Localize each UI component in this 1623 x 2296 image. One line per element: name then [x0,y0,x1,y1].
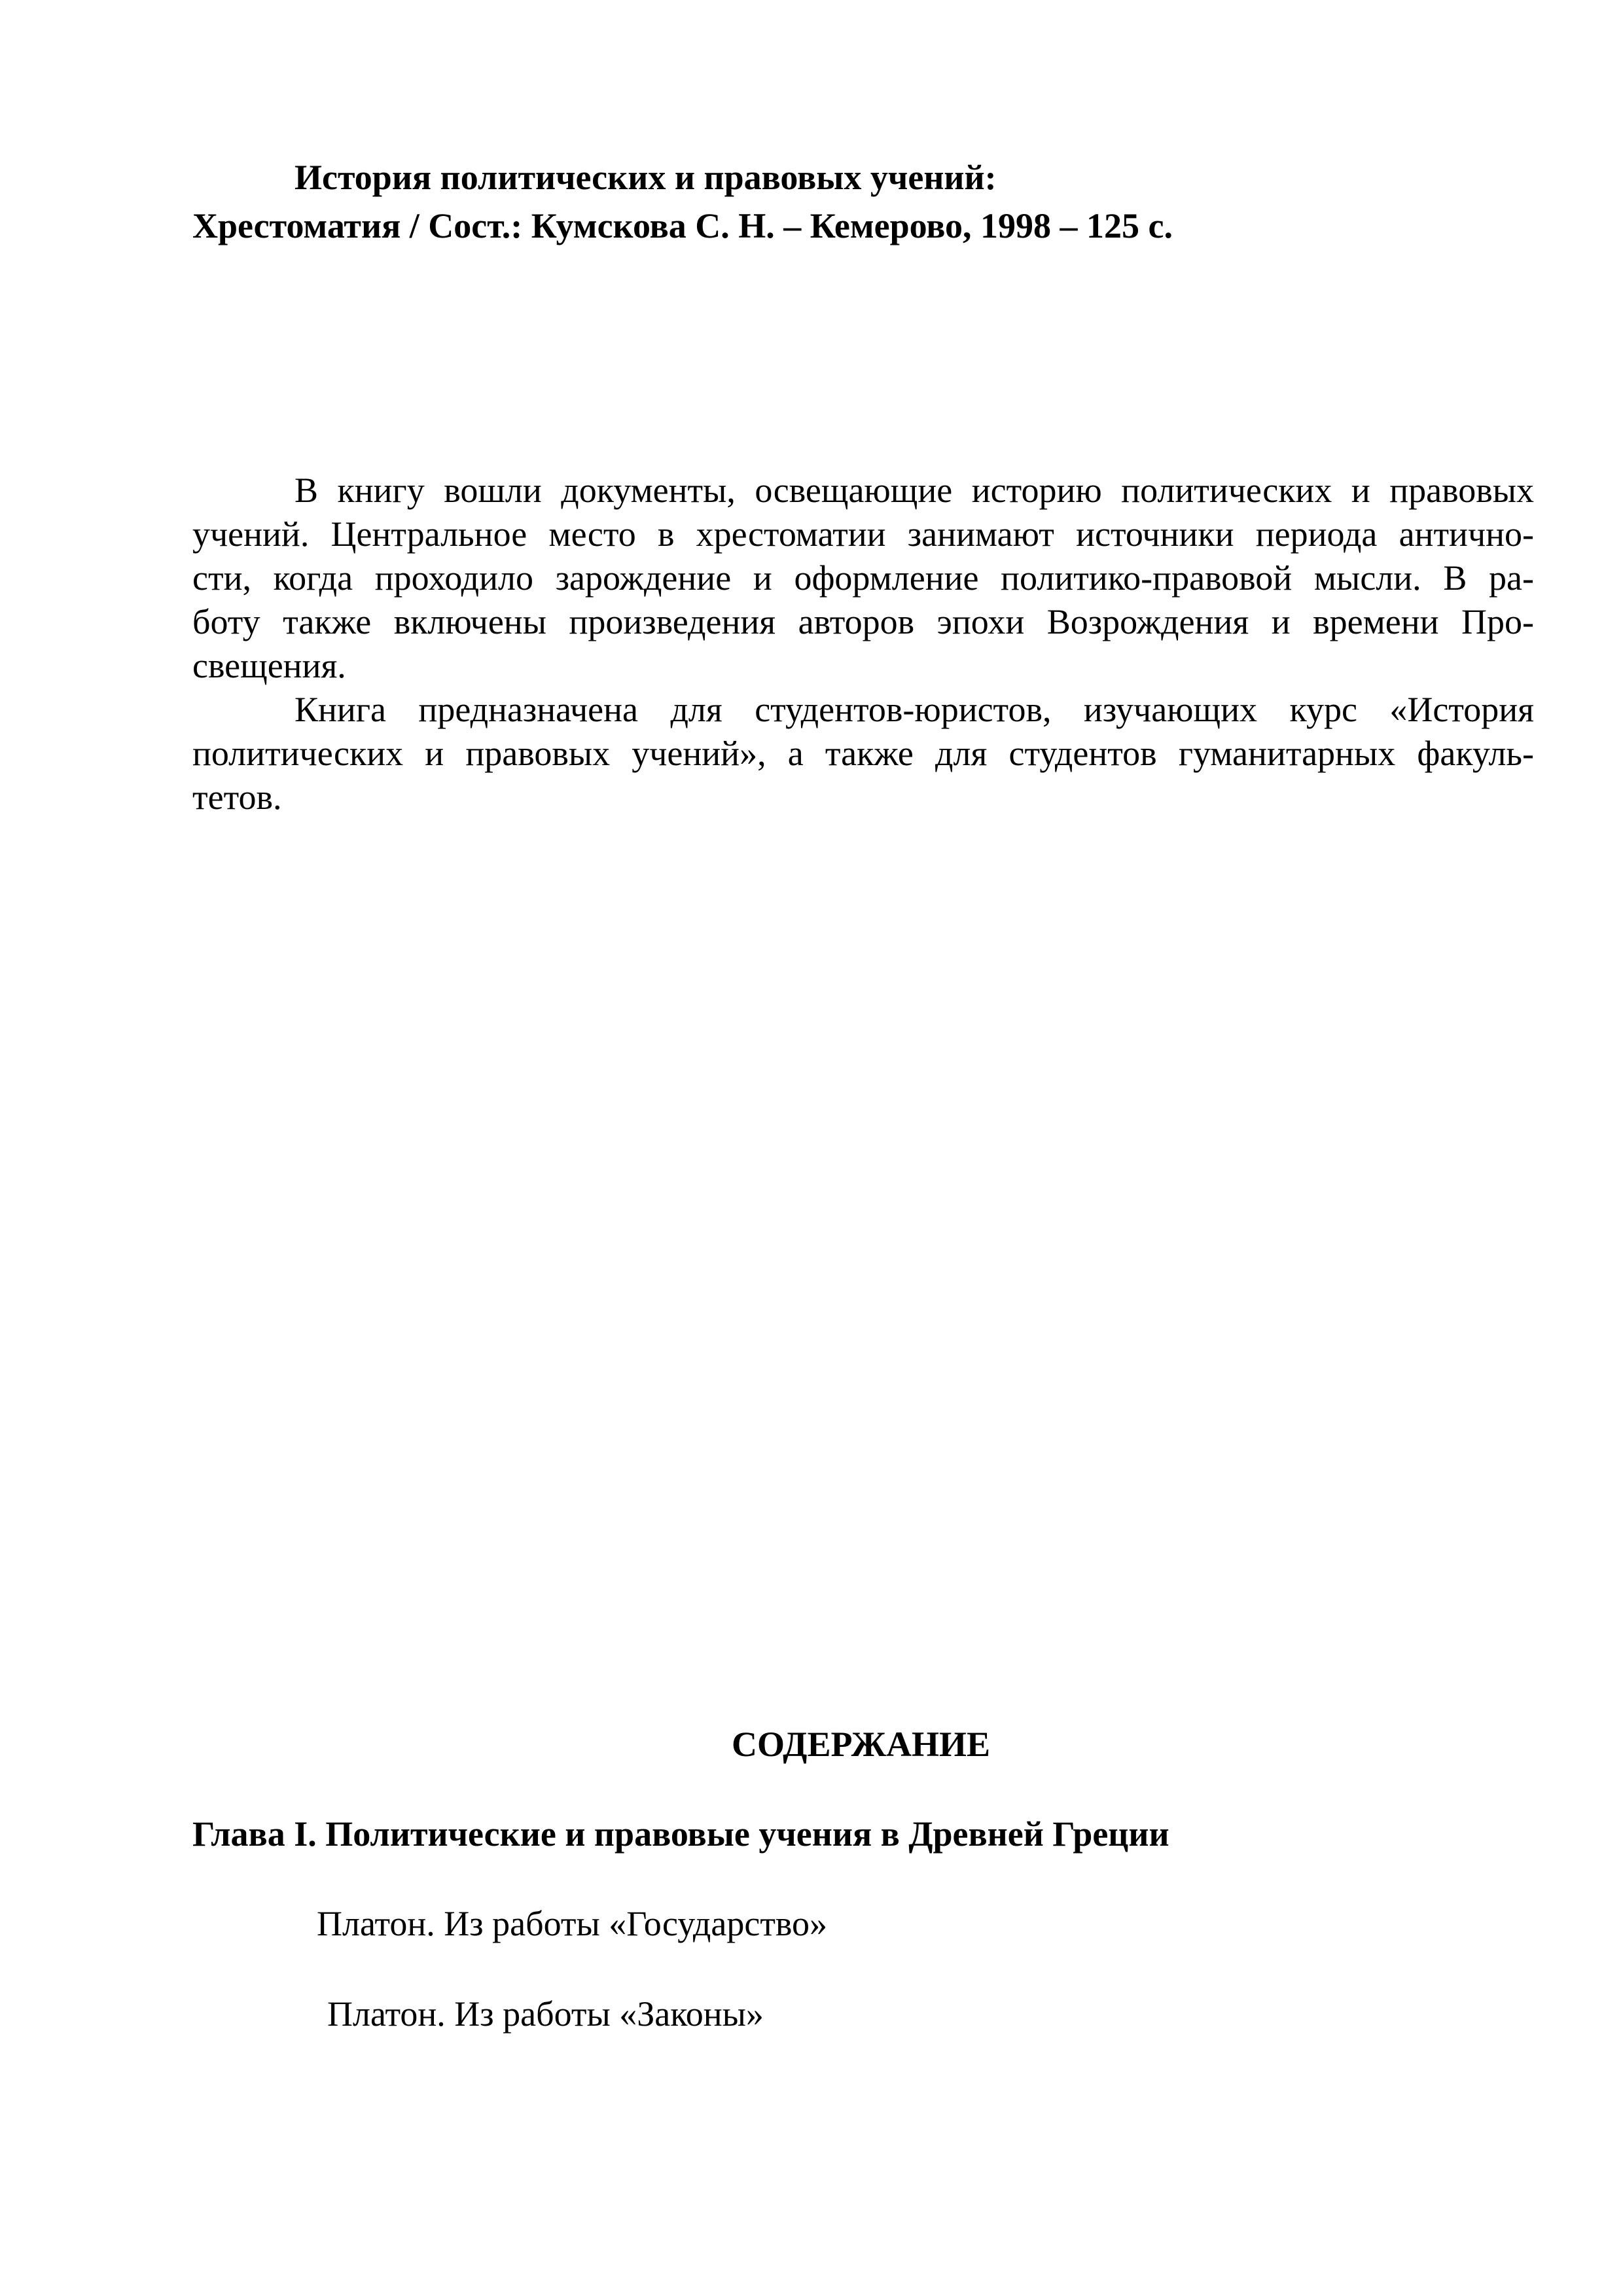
contents-heading: СОДЕРЖАНИЕ [732,1725,990,1764]
book-bibliographic-info: Хрестоматия / Сост.: Кумскова С. Н. – Кемерово, 1998 – 125 с. [192,206,1173,245]
book-title: История политических и правовых учений: [294,158,997,197]
toc-entry: Платон. Из работы «Законы» [327,1994,764,2034]
annotation-line: сти, когда проходило зарождение и оформление политико-правовой мысли. В ра- [192,558,1534,598]
annotation-line: свещения. [192,646,346,685]
annotation-line: боту также включены произведения авторов эпохи Возрождения и времени Про- [192,602,1534,641]
annotation-line: тетов. [192,778,282,817]
annotation-line: политических и правовых учений», а также для студентов гуманитарных факуль- [192,734,1534,773]
annotation-line: Книга предназначена для студентов-юристов, изучающих курс «История [294,690,1534,729]
annotation-line: В книгу вошли документы, освещающие историю политических и правовых [294,471,1534,510]
toc-entry: Платон. Из работы «Государство» [317,1904,828,1943]
chapter-1-title: Глава I. Политические и правовые учения в Древней Греции [192,1814,1169,1854]
annotation-line: учений. Центральное место в хрестоматии занимают источники периода антично- [192,514,1534,554]
